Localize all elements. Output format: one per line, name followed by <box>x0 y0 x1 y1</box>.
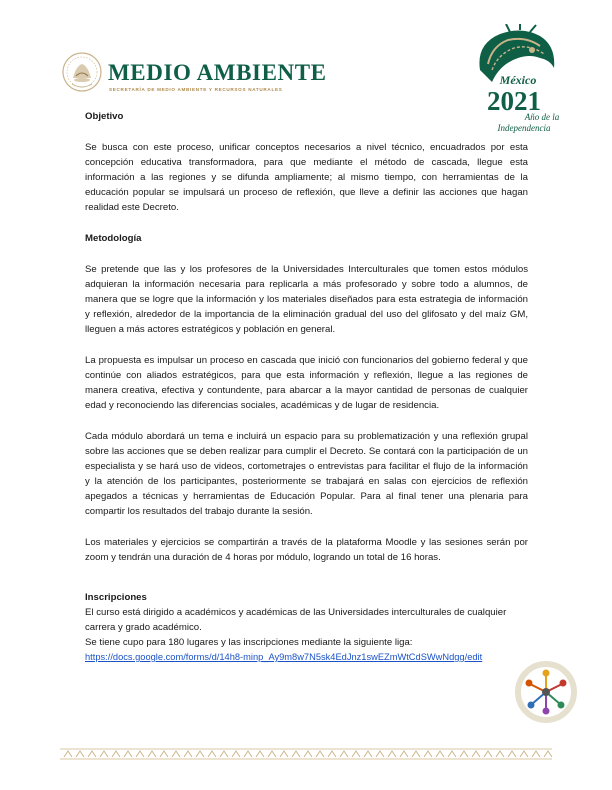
metodologia-paragraph-4: Los materiales y ejercicios se compartirán a través de la plataforma Moodle y las sesiones serán por zoom y tendrán una duración de 4 horas por módulo, logrando un total de 16 horas. <box>85 537 528 563</box>
footer-ornament <box>60 747 552 761</box>
metodologia-paragraph-1: Se pretende que las y los profesores de la Universidades Interculturales que tomen estos módulos adquieran la información necesaria para replicarla a más profesorado y sobre todo a alumnos, de manera que se logre que la información y los materiales diseñados para esta estrategia de información y reflexión, alrededor de la importancia de la eliminación gradual del uso del glifosato y del maíz GM, lleguen a más actores estratégicos y población en general. <box>85 264 528 335</box>
emblem-line2: Año de la <box>524 112 560 122</box>
brand-title: MEDIO AMBIENTE <box>108 60 327 85</box>
inscripciones-line-2: Se tiene cupo para 180 lugares y las inscripciones mediante la siguiente liga: <box>85 637 413 648</box>
emblem-year: 2021 <box>487 86 541 116</box>
section-title-inscripciones: Inscripciones <box>85 592 147 603</box>
emblem-country: México <box>499 73 537 87</box>
section-title-metodologia: Metodología <box>85 233 142 244</box>
national-seal-icon <box>60 50 104 98</box>
objetivo-paragraph: Se busca con este proceso, unificar conceptos necesarios a nivel técnico, encuadrados por esta concepción educativa transformadora, para que mediante el método de cascada, llegue esta información a las regiones y se difunda ampliamente; al mismo tiempo, con herramientas de la educación popular se impulsará un proceso de reflexión, que lleve a definir las acciones que hagan realidad este Decreto. <box>85 142 528 213</box>
emblem-line3: Independencia <box>497 123 551 133</box>
section-title-objetivo: Objetivo <box>85 111 124 122</box>
brand-subtitle: SECRETARÍA DE MEDIO AMBIENTE Y RECURSOS NATURALES <box>109 87 283 92</box>
document-body <box>85 109 528 665</box>
header <box>60 50 360 102</box>
inscripciones-line-1: El curso está dirigido a académicos y académicas de las Universidades interculturales de cualquier carrera y grado académico. <box>85 607 507 633</box>
metodologia-paragraph-2: La propuesta es impulsar un proceso en cascada que inició con funcionarios del gobierno federal y que continúe con aliados estratégicos, para que esta información y reflexión, llegue a las regiones de manera creativa, efectiva y contundente, para abarcar a la mayor cantidad de personas de cualquier edad y reconociendo las diferencias sociales, académicas y de lugar de residencia. <box>85 355 528 411</box>
metodologia-paragraph-3: Cada módulo abordará un tema e incluirá un espacio para su problematización y una reflexión grupal sobre las acciones que se deben realizar para cumplir el Decreto. Se contará con la participación de un especialista y se hará uso de videos, cortometrajes o entrevistas para facilitar el flujo de la información y la atención de los participantes, posteriormente se trabajará en salas con ejercicios de reflexión apegados a técnicas y herramientas de Educación Popular. Para al final tener una plenaria para compartir los resultados del trabajo durante la sesión. <box>85 431 528 517</box>
registration-link[interactable]: https://docs.google.com/forms/d/14h8-minp_Ay9m8w7N5sk4EdJnz1swEZmWtCdSWwNdgg/edit <box>85 652 483 662</box>
intercultural-network-logo-icon <box>514 660 578 724</box>
